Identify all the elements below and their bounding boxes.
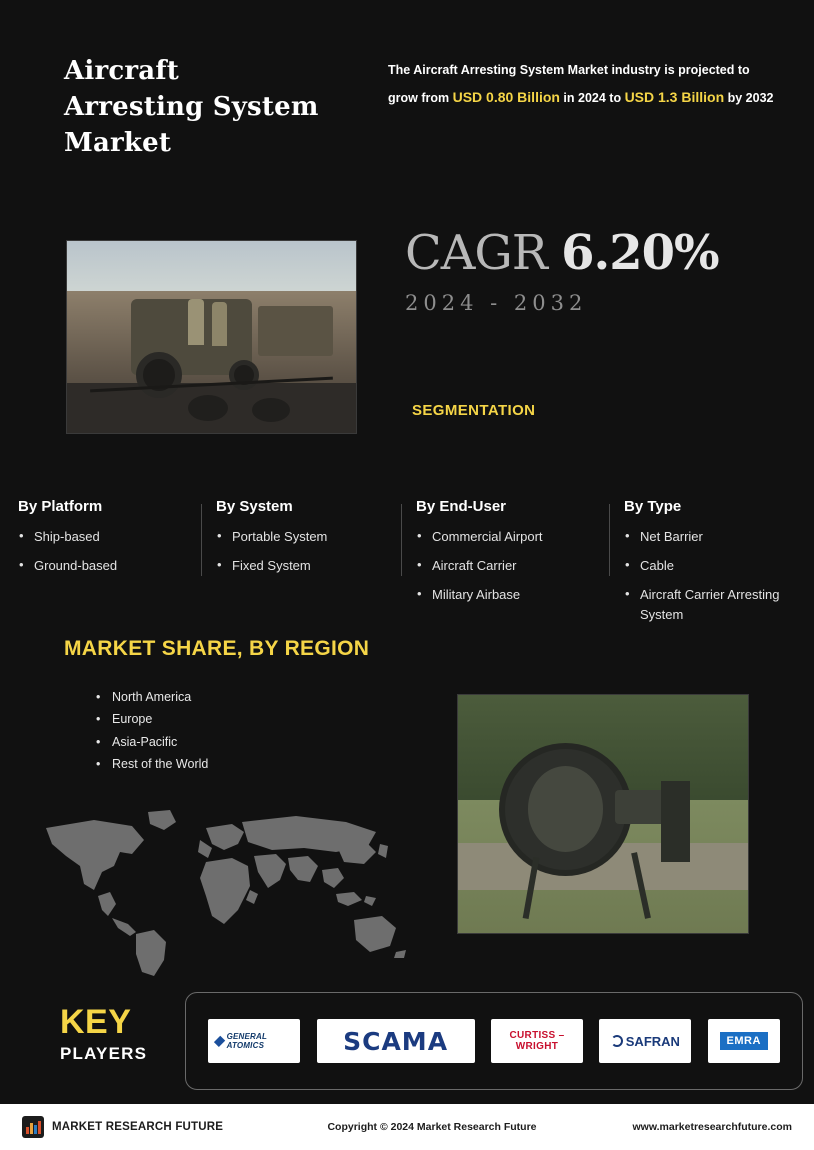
segment-title: By System: [216, 498, 293, 515]
segment-column-system: [202, 498, 402, 635]
intro-text: [388, 58, 774, 111]
list-item: • Aircraft Carrier: [416, 556, 596, 576]
intro-post: by 2032: [724, 91, 774, 105]
list-item: • Cable: [624, 556, 792, 576]
list-item: • Aircraft Carrier Arresting System: [624, 585, 792, 625]
list-item: • Europe: [96, 708, 208, 730]
intro-pre: The Aircraft Arresting System Market industry is projected to grow from: [388, 63, 750, 105]
segment-title: By Type: [624, 498, 682, 515]
key-players-title-bottom: PLAYERS: [60, 1043, 148, 1063]
segmentation-heading: SEGMENTATION: [412, 402, 536, 419]
region-list: [96, 686, 208, 775]
key-players-title-top: KEY: [60, 1003, 132, 1041]
title-block: [40, 40, 380, 162]
logo-text: EMRA: [720, 1032, 768, 1050]
cagr-value: 6.20%: [561, 225, 719, 281]
title-line-1: Aircraft: [64, 56, 179, 86]
logo-text: CURTISS – WRIGHT: [509, 1029, 565, 1052]
swirl-icon: [611, 1035, 623, 1047]
footer: [0, 1104, 814, 1150]
cagr-value-line: [405, 225, 719, 281]
intro-block: [380, 40, 774, 162]
list-item: • Portable System: [216, 527, 388, 547]
list-item: • Military Airbase: [416, 585, 596, 605]
page-title: [64, 54, 380, 162]
list-item: • North America: [96, 686, 208, 708]
world-map: [36, 800, 426, 980]
segment-list: [416, 527, 596, 605]
segment-list: [624, 527, 792, 626]
arresting-system-photo-2: [457, 694, 749, 934]
website-url[interactable]: www.marketresearchfuture.com: [632, 1121, 792, 1133]
copyright-text: Copyright © 2024 Market Research Future: [327, 1121, 537, 1133]
logo-general-atomics: [208, 1019, 300, 1063]
list-item: • Asia-Pacific: [96, 731, 208, 753]
arresting-system-photo-1: [66, 240, 357, 434]
logo-emra: [708, 1019, 780, 1063]
list-item: • Fixed System: [216, 556, 388, 576]
title-line-3: Market: [64, 127, 172, 158]
logo-icon: [22, 1116, 44, 1138]
logo-scama: [317, 1019, 475, 1063]
segment-column-platform: [16, 498, 202, 635]
segmentation-columns: [16, 498, 806, 635]
title-line-2: Arresting System: [64, 91, 319, 122]
segment-list: [18, 527, 188, 576]
key-players-logo-box: [185, 992, 803, 1090]
logo-text: SCAMA: [343, 1026, 449, 1056]
header: [0, 0, 814, 162]
cagr-label: CAGR: [405, 225, 562, 281]
logo-text: GENERAL ATOMICS: [216, 1032, 292, 1050]
cagr-block: [405, 225, 719, 315]
segment-title: By End-User: [416, 498, 507, 515]
diamond-icon: [214, 1035, 226, 1047]
cagr-period: 2024 - 2032: [405, 291, 588, 315]
segment-list: [216, 527, 388, 576]
list-item: • Net Barrier: [624, 527, 792, 547]
list-item: • Ground-based: [18, 556, 188, 576]
market-share-title: MARKET SHARE, BY REGION: [64, 637, 370, 660]
list-item: • Ship-based: [18, 527, 188, 547]
intro-value-2: USD 1.3 Billion: [624, 89, 725, 105]
segment-title: By Platform: [18, 498, 103, 515]
brand-name: MARKET RESEARCH FUTURE: [52, 1121, 224, 1133]
logo-curtiss-wright: [491, 1019, 583, 1063]
logo-safran: [599, 1019, 691, 1063]
intro-value-1: USD 0.80 Billion: [452, 89, 560, 105]
intro-mid: in 2024 to: [559, 91, 625, 105]
segment-column-end-user: [402, 498, 610, 635]
list-item: • Commercial Airport: [416, 527, 596, 547]
brand-block: [22, 1116, 302, 1138]
key-players-label: [60, 1005, 147, 1064]
segment-column-type: [610, 498, 806, 635]
list-item: • Rest of the World: [96, 753, 208, 775]
logo-text: SAFRAN: [611, 1034, 680, 1049]
